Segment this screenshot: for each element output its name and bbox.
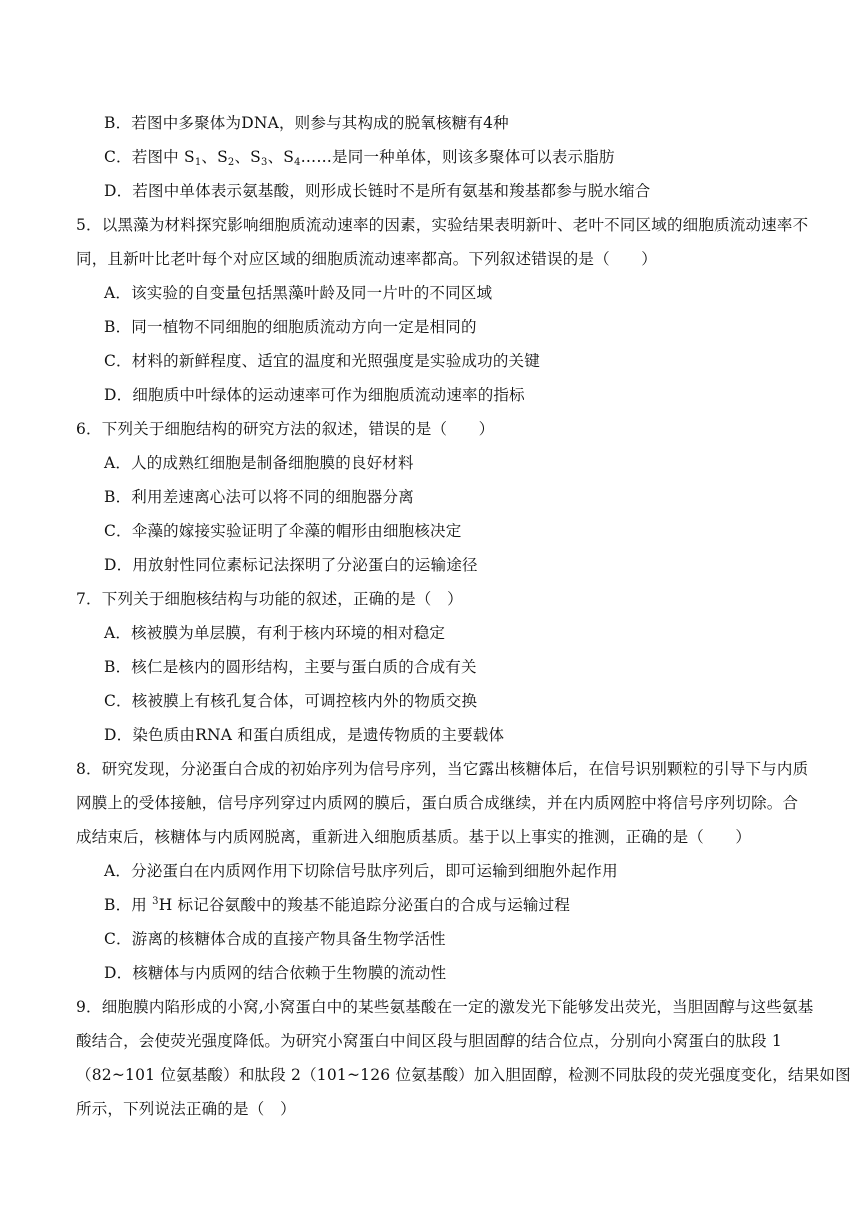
q8-option-b-text: H 标记谷氨酸中的羧基不能追踪分泌蛋白的合成与运输过程 [158,896,571,914]
q4-option-c-text: 、S [234,148,261,166]
q6-option-d: D．用放射性同位素标记法探明了分泌蛋白的运输途径 [104,556,478,574]
q5-stem-line2: 同，且新叶比老叶每个对应区域的细胞质流动速率都高。下列叙述错误的是（ ） [76,250,657,268]
q7-option-c: C．核被膜上有核孔复合体，可调控核内外的物质交换 [104,692,478,710]
q6-option-c: C．伞藻的嫁接实验证明了伞藻的帽形由细胞核决定 [104,522,462,540]
q8-stem-line3: 成结束后，核糖体与内质网脱离，重新进入细胞质基质。基于以上事实的推测，正确的是（ ） [76,828,752,846]
subscript: 3 [261,157,268,168]
q7-option-b: B．核仁是核内的圆形结构，主要与蛋白质的合成有关 [104,658,477,676]
q9-stem-line2: 酸结合，会使荧光强度降低。为研究小窝蛋白中间区段与胆固醇的结合位点，分别向小窝蛋白的肽段 1 [76,1032,782,1050]
q7-stem: 7．下列关于细胞核结构与功能的叙述，正确的是（ ） [76,590,463,608]
q5-option-b: B．同一植物不同细胞的细胞质流动方向一定是相同的 [104,318,477,336]
q9-stem-line1: 9．细胞膜内陷形成的小窝,小窝蛋白中的某些氨基酸在一定的激发光下能够发出荧光，当胆固醇与这些氨基 [76,998,814,1016]
q4-option-c-text: 、S [201,148,228,166]
q5-option-c: C．材料的新鲜程度、适宜的温度和光照强度是实验成功的关键 [104,352,540,370]
q8-option-d: D．核糖体与内质网的结合依赖于生物膜的流动性 [104,964,447,982]
q4-option-d: D．若图中单体表示氨基酸，则形成长链时不是所有氨基和羧基都参与脱水缩合 [104,182,651,200]
q4-option-c-text: ……是同一种单体，则该多聚体可以表示脂肪 [300,148,615,166]
q8-stem-line2: 网膜上的受体接触，信号序列穿过内质网的膜后，蛋白质合成继续，并在内质网腔中将信号序列切除。合 [76,794,799,812]
q6-option-b: B．利用差速离心法可以将不同的细胞器分离 [104,488,414,506]
q9-stem-line4: 所示，下列说法正确的是（ ） [76,1100,296,1118]
subscript: 4 [294,157,301,168]
q8-option-c: C．游离的核糖体合成的直接产物具备生物学活性 [104,930,446,948]
q5-option-d: D．细胞质中叶绿体的运动速率可作为细胞质流动速率的指标 [104,386,525,404]
q4-option-c-text: 、S [267,148,295,166]
q8-option-a: A．分泌蛋白在内质网作用下切除信号肽序列后，即可运输到细胞外起作用 [104,862,618,880]
subscript: 1 [194,157,202,168]
q4-option-c-text: C．若图中 S [104,148,195,166]
q8-stem-line1: 8．研究发现，分泌蛋白合成的初始序列为信号序列，当它露出核糖体后，在信号识别颗粒的引导下与内质 [76,760,809,778]
q5-stem-line1: 5．以黑藻为材料探究影响细胞质流动速率的因素，实验结果表明新叶、老叶不同区域的细胞质流动速率不 [76,216,809,234]
superscript: 3 [152,896,159,907]
q7-option-a: A．核被膜为单层膜，有利于核内环境的相对稳定 [104,624,446,642]
q8-option-b-text: B．用 [104,896,153,914]
subscript: 2 [227,157,235,168]
q4-option-b: B．若图中多聚体为DNA，则参与其构成的脱氧核糖有4种 [104,114,509,132]
q8-option-b [104,895,570,915]
q6-option-a: A．人的成熟红细胞是制备细胞膜的良好材料 [104,454,414,472]
q5-option-a: A．该实验的自变量包括黑藻叶龄及同一片叶的不同区域 [104,284,493,302]
q9-stem-line3: （82~101 位氨基酸）和肽段 2（101~126 位氨基酸）加入胆固醇，检测不同肽段的荧光强度变化，结果如图 [76,1066,851,1084]
q4-option-c [104,147,615,167]
q7-option-d: D．染色质由RNA 和蛋白质组成，是遗传物质的主要载体 [104,726,505,744]
q6-stem: 6．下列关于细胞结构的研究方法的叙述，错误的是（ ） [76,420,495,438]
